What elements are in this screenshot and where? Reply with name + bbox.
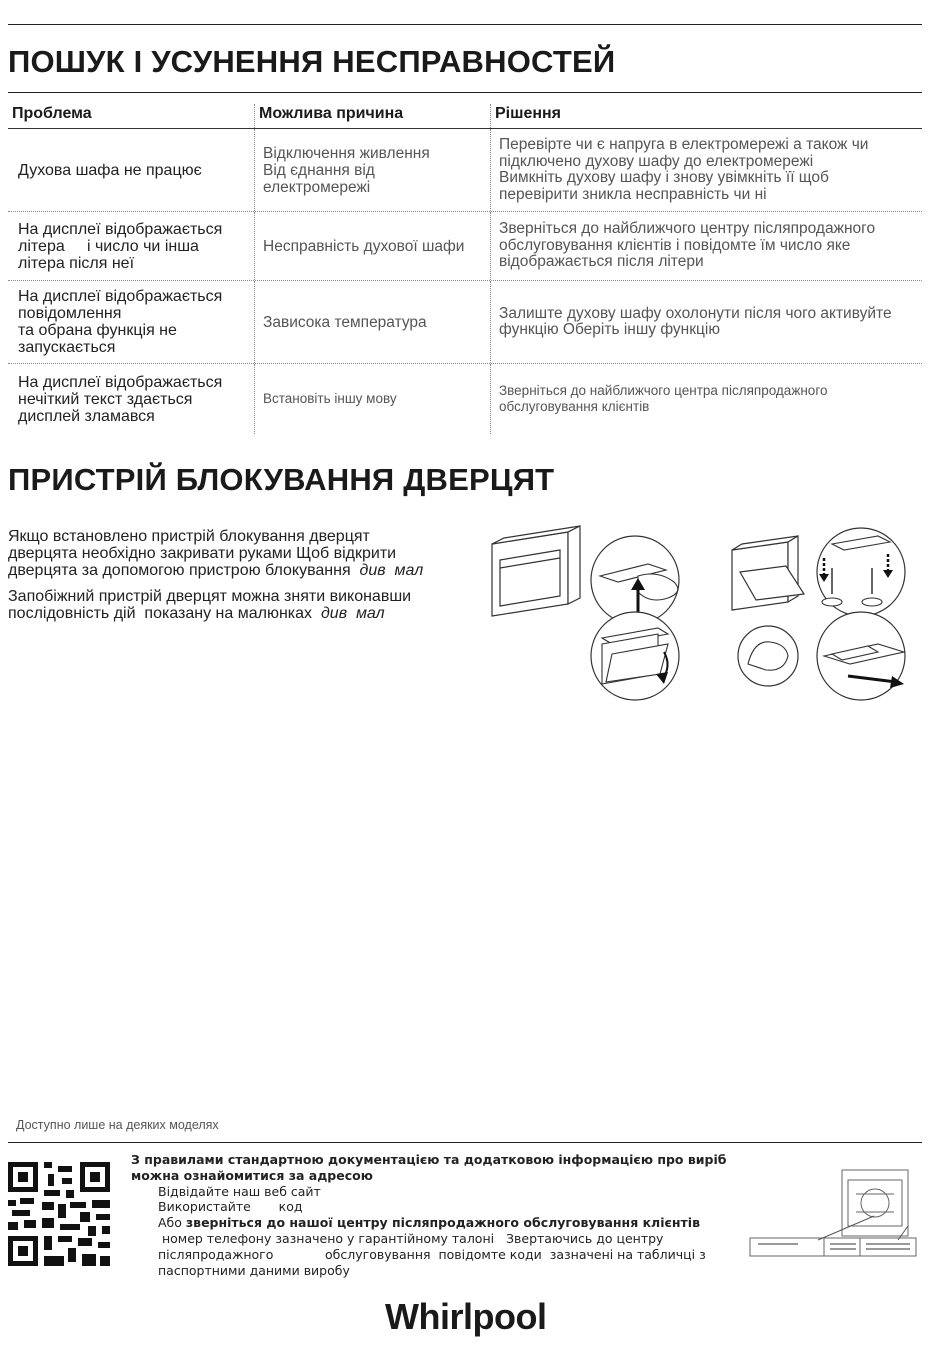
cell-cause <box>254 281 490 363</box>
cell-line: Зверніться до найближчого центра післяпродажного <box>499 383 828 398</box>
para-line <box>8 605 468 622</box>
footer-line: можна ознайомитися за адресою <box>131 1167 373 1183</box>
cell-line: Зависока температура <box>263 313 427 331</box>
cell-solution <box>490 364 922 434</box>
footer-info <box>131 1152 727 1278</box>
cell-line: Залиште духову шафу охолонути після чого активуйте <box>499 304 892 322</box>
cell-line: відображається після літери <box>499 253 704 271</box>
figure-ref: див мал <box>359 562 424 579</box>
footer-line: номер телефону зазначено у гарантійному талоні Звертаючись до центру <box>158 1230 664 1246</box>
top-rule <box>8 24 922 25</box>
header-problem: Проблема <box>12 105 92 122</box>
cell-line: обслуговування клієнтів <box>499 399 650 414</box>
figure-ref: див мал <box>320 605 385 622</box>
cell-line: нечіткий текст здається <box>18 390 193 408</box>
cell-line: Перевірте чи є напруга в електромережі а також чи <box>499 136 869 153</box>
cell-line: електромережі <box>263 178 371 196</box>
cell-solution <box>490 212 922 280</box>
cell-line: На дисплеї відображається <box>18 220 223 238</box>
header-solution: Рішення <box>490 104 922 128</box>
cell-solution <box>490 281 922 363</box>
troubleshooting-table <box>8 104 922 434</box>
cell-line: Від єднання від <box>263 161 375 179</box>
cell-problem <box>8 129 254 211</box>
table-row <box>8 281 922 364</box>
cell-line: літера і число чи інша <box>18 237 199 255</box>
table-row <box>8 364 922 434</box>
cell-cause <box>254 364 490 434</box>
cell-line: перевірити зникла несправність чи ні <box>499 185 767 203</box>
cell-problem <box>8 212 254 280</box>
table-row <box>8 212 922 281</box>
table-header <box>8 104 922 129</box>
footer-line: паспортними даними виробу <box>158 1262 350 1278</box>
cell-solution <box>490 129 922 211</box>
cell-problem <box>8 364 254 434</box>
door-lock-title: ПРИСТРІЙ БЛОКУВАННЯ ДВЕРЦЯТ <box>8 462 555 497</box>
whirlpool-logo: Whirlpool <box>385 1296 547 1337</box>
footer-line: післяпродажного обслуговування повідомте коди зазначені на табличці з <box>158 1246 706 1262</box>
table-row <box>8 129 922 212</box>
cell-line: Встановіть іншу мову <box>263 391 397 406</box>
cell-line: повідомлення <box>18 305 122 322</box>
cell-cause <box>254 129 490 211</box>
para-text: дверцята за допомогою пристрою блокування <box>8 562 360 579</box>
para-line: Якщо встановлено пристрій блокування дверцят <box>8 528 370 545</box>
qr-code[interactable] <box>8 1162 110 1266</box>
door-lock-paragraph-1 <box>8 528 468 579</box>
cell-line: дисплей зламався <box>18 407 155 425</box>
title-rule <box>8 92 922 93</box>
cell-line: Відключення живлення <box>263 144 430 162</box>
para-line <box>8 562 468 579</box>
para-line: Запобіжний пристрій дверцят можна зняти виконавши <box>8 588 412 605</box>
cell-line: Зверніться до найближчого центру післяпродажного <box>499 220 876 238</box>
cell-line: літера після неї <box>18 254 135 272</box>
footer-line: Використайте код <box>158 1199 303 1215</box>
header-cause: Можлива причина <box>254 104 490 128</box>
para-line: дверцята необхідно закривати руками Щоб відкрити <box>8 545 397 562</box>
para-text: послідовність дій показану на малюнках <box>8 605 321 622</box>
cell-cause <box>254 212 490 280</box>
footer-text: Або <box>158 1215 186 1231</box>
service-center-link[interactable]: зверніться до нашої центру післяпродажного обслуговування клієнтів <box>185 1215 700 1231</box>
cell-line: обслуговування клієнтів і повідомте їм число яке <box>499 236 851 254</box>
cell-line: На дисплеї відображається <box>18 288 223 305</box>
footer-line: З правилами стандартною документацією та додатковою інформацією про виріб <box>131 1152 727 1167</box>
door-lock-paragraph-2 <box>8 588 468 622</box>
door-lock-figure-remove <box>728 524 924 702</box>
cell-line: Духова шафа не працює <box>18 161 202 179</box>
cell-line: На дисплеї відображається <box>18 373 223 391</box>
cell-line: функцію Оберіть іншу функцію <box>499 321 720 338</box>
availability-note: Доступно лише на деяких моделях <box>16 1118 219 1132</box>
cell-line: запускається <box>18 339 116 356</box>
door-lock-figure-open <box>488 524 710 702</box>
cell-line: підключено духову шафу до електромережі <box>499 152 814 170</box>
footer-rule <box>8 1142 922 1143</box>
cell-problem <box>8 281 254 363</box>
footer-line: Відвідайте наш веб сайт <box>158 1183 321 1199</box>
cell-line: та обрана функція не <box>18 322 177 339</box>
footer-line <box>131 1215 727 1231</box>
rating-plate-figure <box>748 1166 920 1260</box>
troubleshooting-title: ПОШУК І УСУНЕННЯ НЕСПРАВНОСТЕЙ <box>8 44 616 79</box>
cell-line: Вимкніть духову шафу і знову увімкніть її щоб <box>499 169 829 186</box>
cell-line: Несправність духової шафи <box>263 237 465 255</box>
